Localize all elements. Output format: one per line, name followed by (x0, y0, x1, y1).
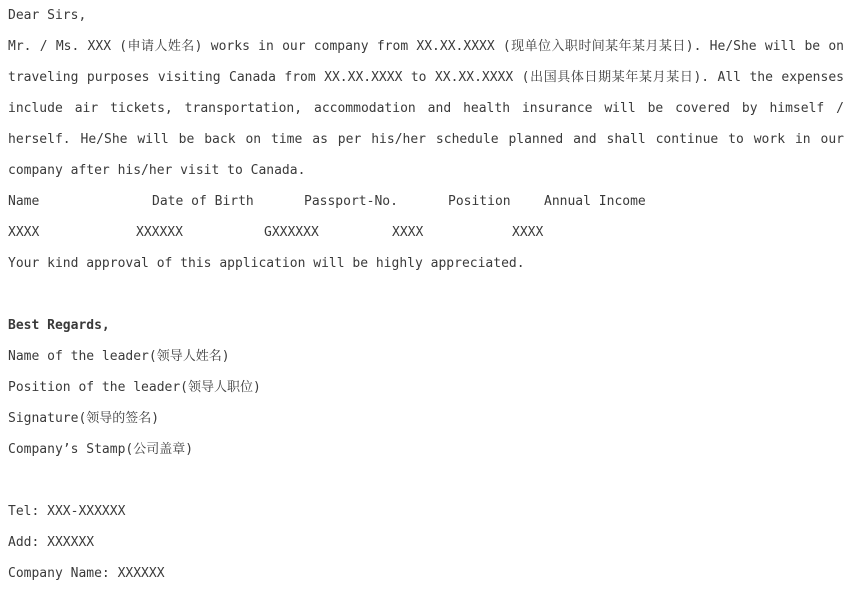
telephone: Tel: XXX-XXXXXX (8, 504, 126, 519)
value-name: XXXX (8, 225, 40, 240)
value-annual-income: XXXX (512, 225, 544, 240)
value-passport-no: GXXXXXX (264, 225, 319, 240)
salutation: Dear Sirs, (8, 8, 87, 23)
leader-signature: Signature(领导的签名) (8, 411, 160, 426)
value-position: XXXX (392, 225, 424, 240)
letter-body-paragraph: Mr. / Ms. XXX (申请人姓名) works in our company from XX.XX.XXXX (现单位入职时间某年某月某日). He/She will be on traveling purposes visiting Canada from XX.XX.XXXX to XX.XX.XXXX (出国具体日期某年某月某日). All the expenses include air tickets, transportation, accommodation and health insurance will be covered by himself / herself. He/She will be back on time as per his/her schedule planned and shall continue to work in our company after his/her visit to Canada. (8, 39, 844, 178)
spacer (8, 465, 844, 496)
closing-request: Your kind approval of this application will be highly appreciated. (8, 256, 525, 271)
company-name: Company Name: XXXXXX (8, 566, 165, 581)
address: Add: XXXXXX (8, 535, 95, 550)
leader-name: Name of the leader(领导人姓名) (8, 349, 230, 364)
leader-position: Position of the leader(领导人职位) (8, 380, 261, 395)
header-position: Position (448, 194, 511, 209)
value-date-of-birth: XXXXXX (136, 225, 183, 240)
applicant-table-value-row (8, 217, 844, 248)
best-regards: Best Regards, (8, 318, 110, 333)
header-annual-income: Annual Income (544, 194, 646, 209)
spacer (8, 279, 844, 310)
company-stamp: Company’s Stamp(公司盖章) (8, 442, 194, 457)
applicant-table-header-row (8, 186, 844, 217)
letter-document (8, 0, 844, 589)
header-date-of-birth: Date of Birth (152, 194, 254, 209)
header-passport-no: Passport-No. (304, 194, 398, 209)
header-name: Name (8, 194, 40, 209)
